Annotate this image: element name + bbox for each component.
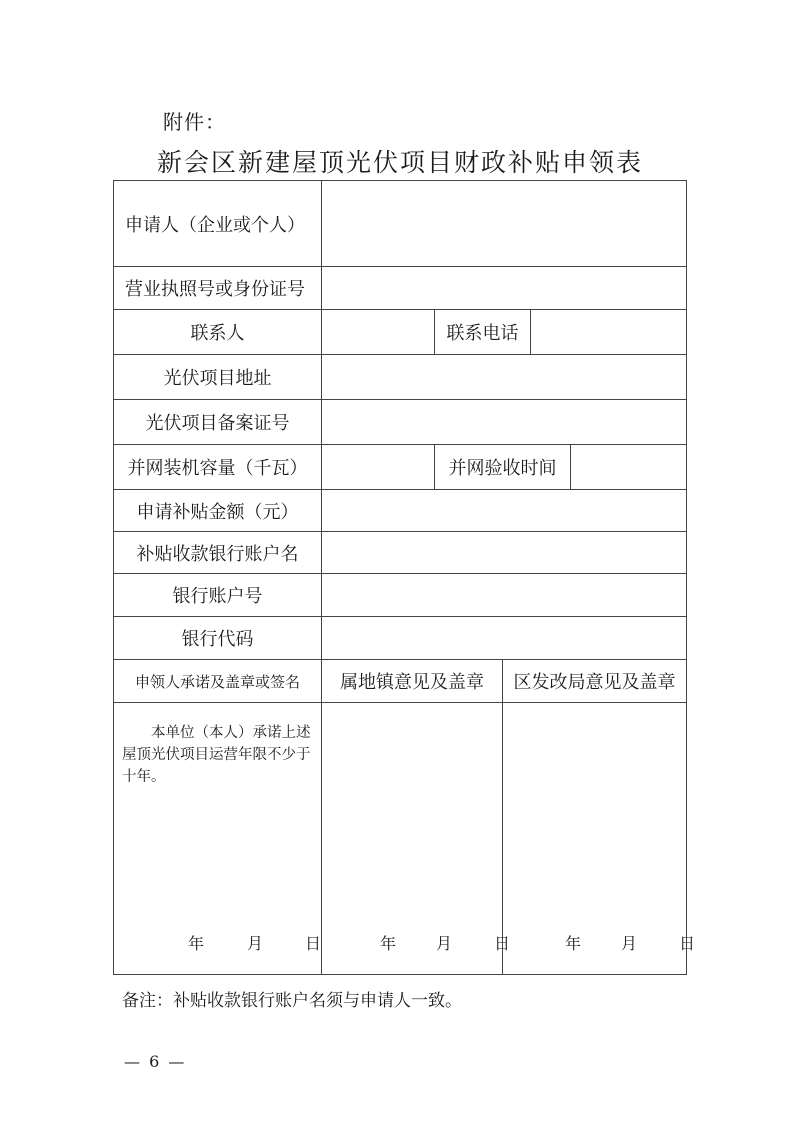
year-label: 年 xyxy=(380,934,397,953)
month-label: 月 xyxy=(621,934,638,953)
day-label: 日 xyxy=(494,934,511,953)
grid-acceptance-time-field[interactable] xyxy=(571,445,686,489)
license-or-id-field[interactable] xyxy=(322,267,686,309)
day-label: 日 xyxy=(679,934,696,953)
month-label: 月 xyxy=(247,934,264,953)
day-label: 日 xyxy=(305,934,322,953)
grid-capacity-field[interactable] xyxy=(322,445,434,489)
subsidy-amount-field[interactable] xyxy=(322,490,686,531)
date-drc xyxy=(565,931,695,954)
pledge-text: 本单位（本人）承诺上述屋顶光伏项目运营年限不少于十年。 xyxy=(122,725,311,785)
label-contact-person: 联系人 xyxy=(190,323,245,344)
label-contact-phone: 联系电话 xyxy=(446,323,519,344)
label-grid-capacity: 并网装机容量（千瓦） xyxy=(127,458,308,479)
label-project-filing-no: 光伏项目备案证号 xyxy=(145,413,290,434)
bank-code-field[interactable] xyxy=(322,617,686,659)
contact-person-field[interactable] xyxy=(322,310,434,354)
label-applicant: 申请人（企业或个人） xyxy=(125,214,305,236)
page-number: — 6 — xyxy=(124,1052,187,1071)
header-applicant-pledge: 申领人承诺及盖章或签名 xyxy=(134,672,300,691)
date-applicant xyxy=(188,931,321,954)
bank-account-name-field[interactable] xyxy=(322,532,686,573)
header-town-opinion: 属地镇意见及盖章 xyxy=(340,672,484,693)
month-label: 月 xyxy=(436,934,453,953)
project-filing-no-field[interactable] xyxy=(322,400,686,444)
form-title: 新会区新建屋顶光伏项目财政补贴申领表 xyxy=(156,148,643,177)
header-drc-opinion: 区发改局意见及盖章 xyxy=(513,672,676,693)
bank-account-no-field[interactable] xyxy=(322,574,686,616)
applicant-field[interactable] xyxy=(322,181,686,266)
date-town xyxy=(380,931,510,954)
project-address-field[interactable] xyxy=(322,355,686,399)
label-bank-account-no: 银行账户号 xyxy=(172,586,263,607)
label-license-or-id: 营业执照号或身份证号 xyxy=(125,279,305,300)
footer-note: 备注：补贴收款银行账户名须与申请人一致。 xyxy=(122,991,462,1011)
label-subsidy-amount: 申请补贴金额（元） xyxy=(136,501,299,523)
year-label: 年 xyxy=(188,934,205,953)
label-grid-acceptance-time: 并网验收时间 xyxy=(448,458,557,479)
attachment-label: 附件： xyxy=(163,110,226,134)
contact-phone-field[interactable] xyxy=(531,310,686,354)
label-bank-account-name: 补贴收款银行账户名 xyxy=(136,543,299,565)
label-project-address: 光伏项目地址 xyxy=(163,368,272,389)
label-bank-code: 银行代码 xyxy=(181,629,254,650)
year-label: 年 xyxy=(565,934,582,953)
